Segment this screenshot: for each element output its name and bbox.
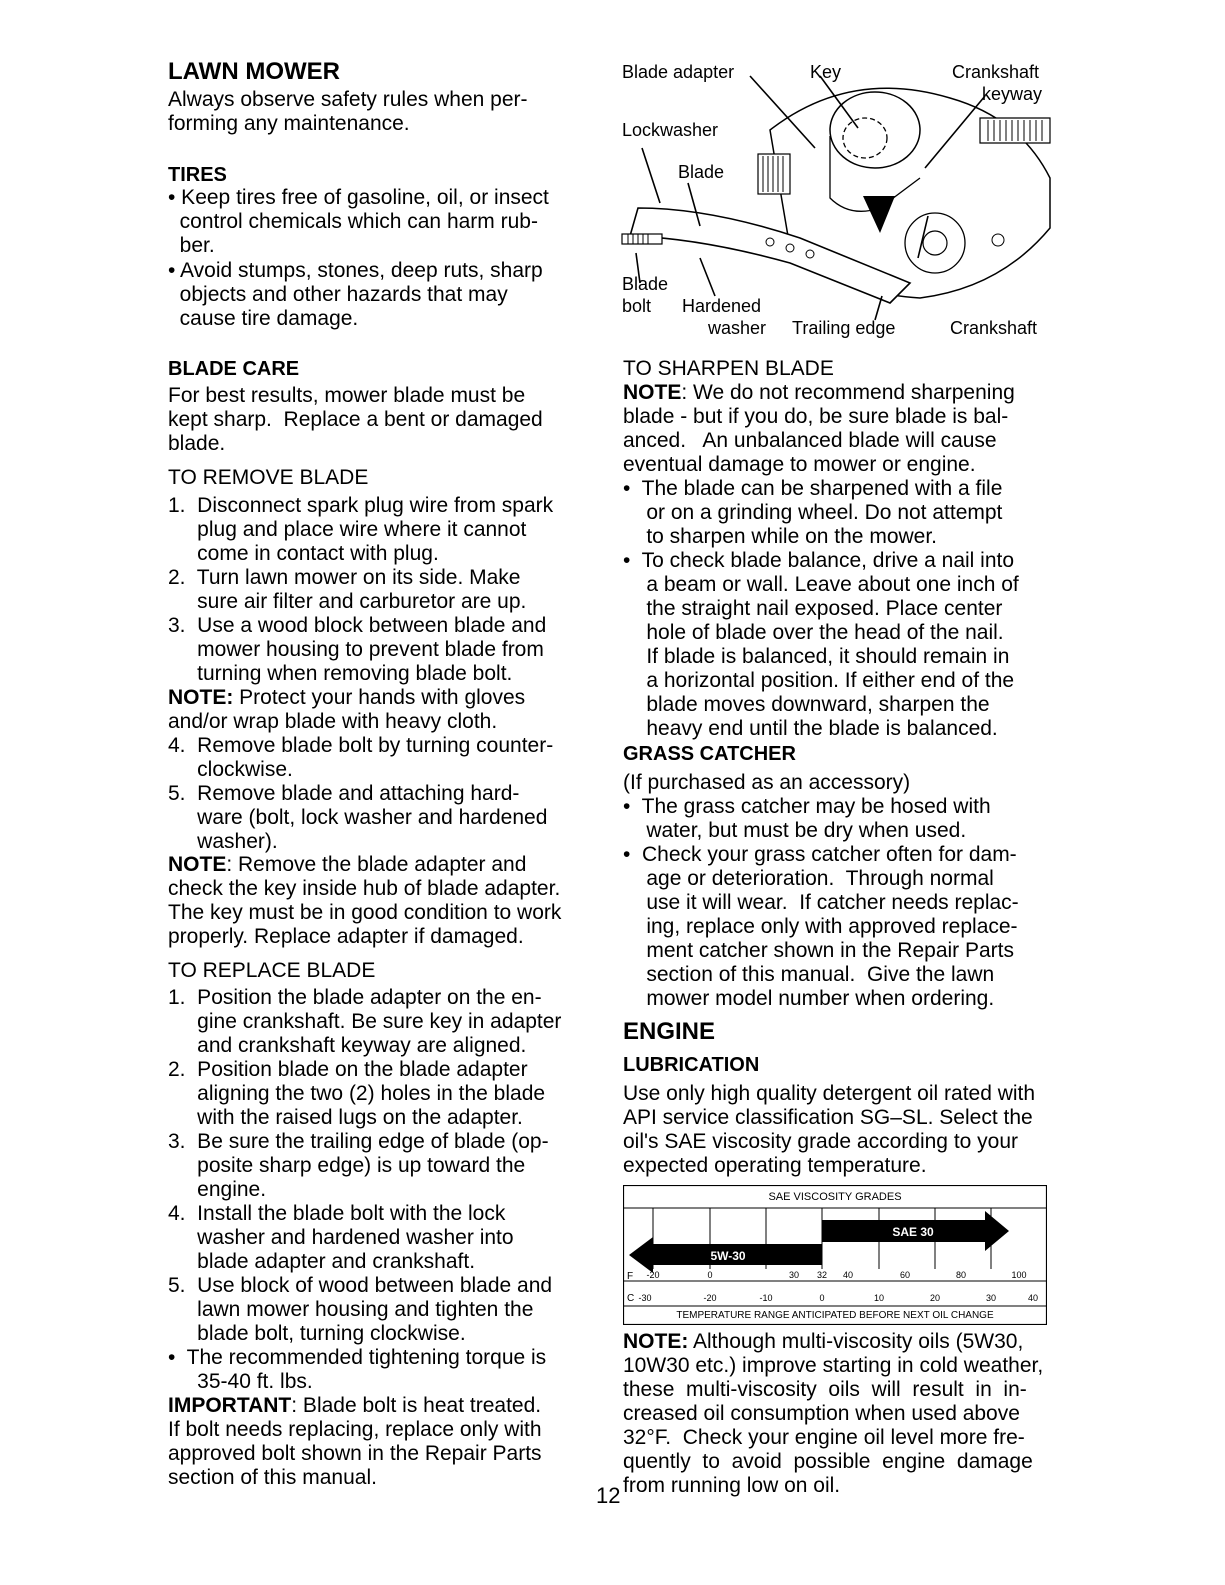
replace-step-line: aligning the two (2) holes in the blade (168, 1082, 546, 1105)
blade-care-line: kept sharp. Replace a bent or damaged (168, 408, 543, 431)
intro-line: Always observe safety rules when per- (168, 88, 528, 111)
note-sharpen-line: blade - but if you do, be sure blade is bal- (623, 405, 1009, 428)
sharpen-line: heavy end until the blade is balanced. (623, 717, 998, 740)
note-sharpen-line: anced. An unbalanced blade will cause (623, 429, 997, 452)
key-marker (863, 196, 895, 233)
note-text: : Remove the blade adapter and (226, 853, 527, 876)
c-tick: -30 (638, 1293, 652, 1303)
engine-heading: ENGINE (623, 1018, 716, 1045)
c-tick: -10 (759, 1293, 773, 1303)
blade-assembly-diagram (620, 58, 1052, 350)
sharpen-line: hole of blade over the head of the nail. (623, 621, 1004, 644)
tires-heading: TIRES (168, 164, 227, 186)
label-blade-bolt: bolt (622, 296, 652, 316)
important-text: : Blade bolt is heat treated. (291, 1394, 542, 1417)
lubrication-heading: LUBRICATION (623, 1054, 760, 1076)
note-text: Protect your hands with gloves (233, 686, 526, 709)
tires-line: cause tire damage. (168, 307, 359, 330)
sharpen-line: • To check blade balance, drive a nail into (623, 549, 1015, 572)
lubrication-line: API service classification SG–SL. Select the (623, 1106, 1033, 1129)
sharpen-line: a horizontal position. If either end of the (623, 669, 1015, 692)
replace-step-line: with the raised lugs on the adapter. (168, 1106, 523, 1129)
crankshaft-top (830, 92, 920, 168)
lubrication-line: expected operating temperature. (623, 1154, 927, 1177)
note-sharpen (623, 381, 1015, 405)
f-tick: 30 (788, 1270, 800, 1280)
important-line: If bolt needs replacing, replace only with (168, 1418, 542, 1441)
grass-line: water, but must be dry when used. (623, 819, 967, 842)
note-multiviscosity-line: creased oil consumption when used above (623, 1402, 1020, 1425)
sharpen-line: blade moves downward, sharpen the (623, 693, 990, 716)
replace-step-line: 2. Position blade on the blade adapter (168, 1058, 528, 1081)
label-trailing-edge: Trailing edge (792, 318, 896, 338)
c-tick: 0 (819, 1293, 825, 1303)
sharpen-blade-heading: TO SHARPEN BLADE (623, 357, 834, 380)
remove-step-line: 1. Disconnect spark plug wire from spark (168, 494, 554, 517)
remove-step-line: mower housing to prevent blade from (168, 638, 544, 661)
note-adapter-line: check the key inside hub of blade adapter. (168, 877, 561, 900)
c-tick: -20 (703, 1293, 717, 1303)
label-key: Key (810, 62, 842, 82)
grass-line: (If purchased as an accessory) (623, 771, 911, 794)
replace-step-line: 4. Install the blade bolt with the lock (168, 1202, 506, 1225)
5w30-label: 5W-30 (710, 1249, 746, 1263)
label-lockwasher: Lockwasher (622, 120, 719, 140)
remove-step-line: 3. Use a wood block between blade and (168, 614, 547, 637)
remove-step-line: plug and place wire where it cannot (168, 518, 527, 541)
remove-step-line: 2. Turn lawn mower on its side. Make (168, 566, 521, 589)
remove-blade-heading: TO REMOVE BLADE (168, 466, 369, 489)
grass-line: ment catcher shown in the Repair Parts (623, 939, 1015, 962)
note-label: NOTE (168, 853, 227, 876)
tires-line: ber. (168, 234, 215, 257)
grass-catcher-heading: GRASS CATCHER (623, 743, 796, 765)
replace-step-line: • The recommended tightening torque is (168, 1346, 547, 1369)
grass-line: • The grass catcher may be hosed with (623, 795, 991, 818)
important-line: section of this manual. (168, 1466, 377, 1489)
remove-step-line: come in contact with plug. (168, 542, 439, 565)
mower-blade (630, 208, 910, 303)
sae30-label: SAE 30 (892, 1225, 934, 1239)
note-multiviscosity-line: these multi-viscosity oils will result in in- (623, 1378, 1027, 1401)
replace-step-line: blade bolt, turning clockwise. (168, 1322, 466, 1345)
grass-line: • Check your grass catcher often for dam- (623, 843, 1017, 866)
replace-step-line: 5. Use block of wood between blade and (168, 1274, 553, 1297)
replace-blade-heading: TO REPLACE BLADE (168, 959, 376, 982)
f-tick: 32 (816, 1270, 828, 1280)
remove-step-line: clockwise. (168, 758, 293, 781)
grass-line: section of this manual. Give the lawn (623, 963, 995, 986)
label-hardened-washer: Hardened (682, 296, 762, 316)
note-gloves (168, 686, 525, 710)
leader-lines (636, 76, 985, 320)
page-number: 12 (596, 1483, 621, 1508)
sharpen-line: the straight nail exposed. Place center (623, 597, 1003, 620)
chart-footer: TEMPERATURE RANGE ANTICIPATED BEFORE NEXT OIL CHANGE (676, 1310, 994, 1321)
label-crankshaft-keyway: Crankshaft (952, 62, 1040, 82)
page-title: LAWN MOWER (168, 58, 340, 85)
f-tick: 0 (707, 1270, 713, 1280)
note-multiviscosity-line: quently to avoid possible engine damage (623, 1450, 1033, 1473)
replace-step-line: washer and hardened washer into (168, 1226, 514, 1249)
grass-line: age or deterioration. Through normal (623, 867, 994, 890)
blade-care-line: For best results, mower blade must be (168, 384, 526, 407)
note-multiviscosity-line: 32°F. Check your engine oil level more fre- (623, 1426, 1025, 1449)
remove-step-line: turning when removing blade bolt. (168, 662, 513, 685)
note-text: : We do not recommend sharpening (681, 381, 1015, 404)
c-tick: 10 (873, 1293, 885, 1303)
f-tick: -20 (646, 1270, 660, 1280)
replace-step-line: gine crankshaft. Be sure key in adapter (168, 1010, 562, 1033)
note-adapter (168, 853, 526, 877)
remove-step-line: 5. Remove blade and attaching hard- (168, 782, 520, 805)
note-label: NOTE: (623, 1330, 689, 1353)
remove-step-line: 4. Remove blade bolt by turning counter- (168, 734, 554, 757)
replace-step-line: posite sharp edge) is up toward the (168, 1154, 526, 1177)
lubrication-line: oil's SAE viscosity grade according to your (623, 1130, 1019, 1153)
grass-line: use it will wear. If catcher needs replac- (623, 891, 1019, 914)
c-axis-label: C (627, 1293, 635, 1304)
blade-care-line: blade. (168, 432, 226, 455)
note-multiviscosity-line: from running low on oil. (623, 1474, 841, 1497)
note-multiviscosity (623, 1330, 1023, 1354)
note-label: NOTE: (168, 686, 234, 709)
important-note (168, 1394, 541, 1418)
replace-step-line: and crankshaft keyway are aligned. (168, 1034, 527, 1057)
crankshaft-gear (905, 213, 965, 273)
intro-line: forming any maintenance. (168, 112, 410, 135)
important-line: approved bolt shown in the Repair Parts (168, 1442, 542, 1465)
sharpen-line: a beam or wall. Leave about one inch of (623, 573, 1019, 596)
lubrication-line: Use only high quality detergent oil rated with (623, 1082, 1036, 1105)
important-label: IMPORTANT (168, 1394, 292, 1417)
grass-line: ing, replace only with approved replace- (623, 915, 1018, 938)
f-tick: 80 (955, 1270, 967, 1280)
chart-title: SAE VISCOSITY GRADES (768, 1191, 902, 1203)
sharpen-line: or on a grinding wheel. Do not attempt (623, 501, 1003, 524)
replace-step-line: engine. (168, 1178, 267, 1201)
note-label: NOTE (623, 381, 682, 404)
note-adapter-line: The key must be in good condition to work (168, 901, 562, 924)
note-adapter-line: properly. Replace adapter if damaged. (168, 925, 524, 948)
replace-step-line: 35-40 ft. lbs. (168, 1370, 313, 1393)
f-tick: 40 (842, 1270, 854, 1280)
label-crankshaft-keyway: keyway (982, 84, 1043, 104)
replace-step-line: blade adapter and crankshaft. (168, 1250, 476, 1273)
c-tick: 20 (929, 1293, 941, 1303)
label-hardened-washer: washer (708, 318, 767, 338)
c-tick: 40 (1027, 1293, 1039, 1303)
sharpen-line: to sharpen while on the mower. (623, 525, 938, 548)
note-multiviscosity-line: 10W30 etc.) improve starting in cold weather, (623, 1354, 1044, 1377)
c-tick: 30 (985, 1293, 997, 1303)
deck-edge (980, 118, 1050, 143)
label-blade-adapter: Blade adapter (622, 62, 735, 82)
f-tick: 100 (1011, 1270, 1027, 1280)
keyway-hole (843, 118, 887, 158)
blade-care-heading: BLADE CARE (168, 358, 300, 380)
sharpen-line: If blade is balanced, it should remain in (623, 645, 1010, 668)
label-blade-bolt: Blade (622, 274, 669, 294)
label-crankshaft: Crankshaft (950, 318, 1038, 338)
grass-line: mower model number when ordering. (623, 987, 995, 1010)
crankshaft-hub (923, 231, 947, 255)
note-text: Although multi-viscosity oils (5W30, (688, 1330, 1024, 1353)
f-tick: 60 (899, 1270, 911, 1280)
remove-step-line: ware (bolt, lock washer and hardened (168, 806, 548, 829)
tires-line: • Avoid stumps, stones, deep ruts, sharp (168, 259, 543, 282)
sharpen-line: • The blade can be sharpened with a file (623, 477, 1003, 500)
sae-viscosity-chart (623, 1185, 1047, 1325)
note-sharpen-line: eventual damage to mower or engine. (623, 453, 976, 476)
crankshaft-pin (992, 234, 1004, 246)
tires-line: control chemicals which can harm rub- (168, 210, 538, 233)
label-blade: Blade (678, 162, 725, 182)
note-gloves-line: and/or wrap blade with heavy cloth. (168, 710, 498, 733)
remove-step-line: washer). (168, 830, 278, 853)
replace-step-line: lawn mower housing and tighten the (168, 1298, 534, 1321)
f-axis-label: F (627, 1271, 634, 1282)
remove-step-line: sure air filter and carburetor are up. (168, 590, 527, 613)
replace-step-line: 1. Position the blade adapter on the en- (168, 986, 542, 1009)
tires-line: • Keep tires free of gasoline, oil, or insect (168, 186, 549, 209)
tires-line: objects and other hazards that may (168, 283, 508, 306)
replace-step-line: 3. Be sure the trailing edge of blade (op- (168, 1130, 549, 1153)
